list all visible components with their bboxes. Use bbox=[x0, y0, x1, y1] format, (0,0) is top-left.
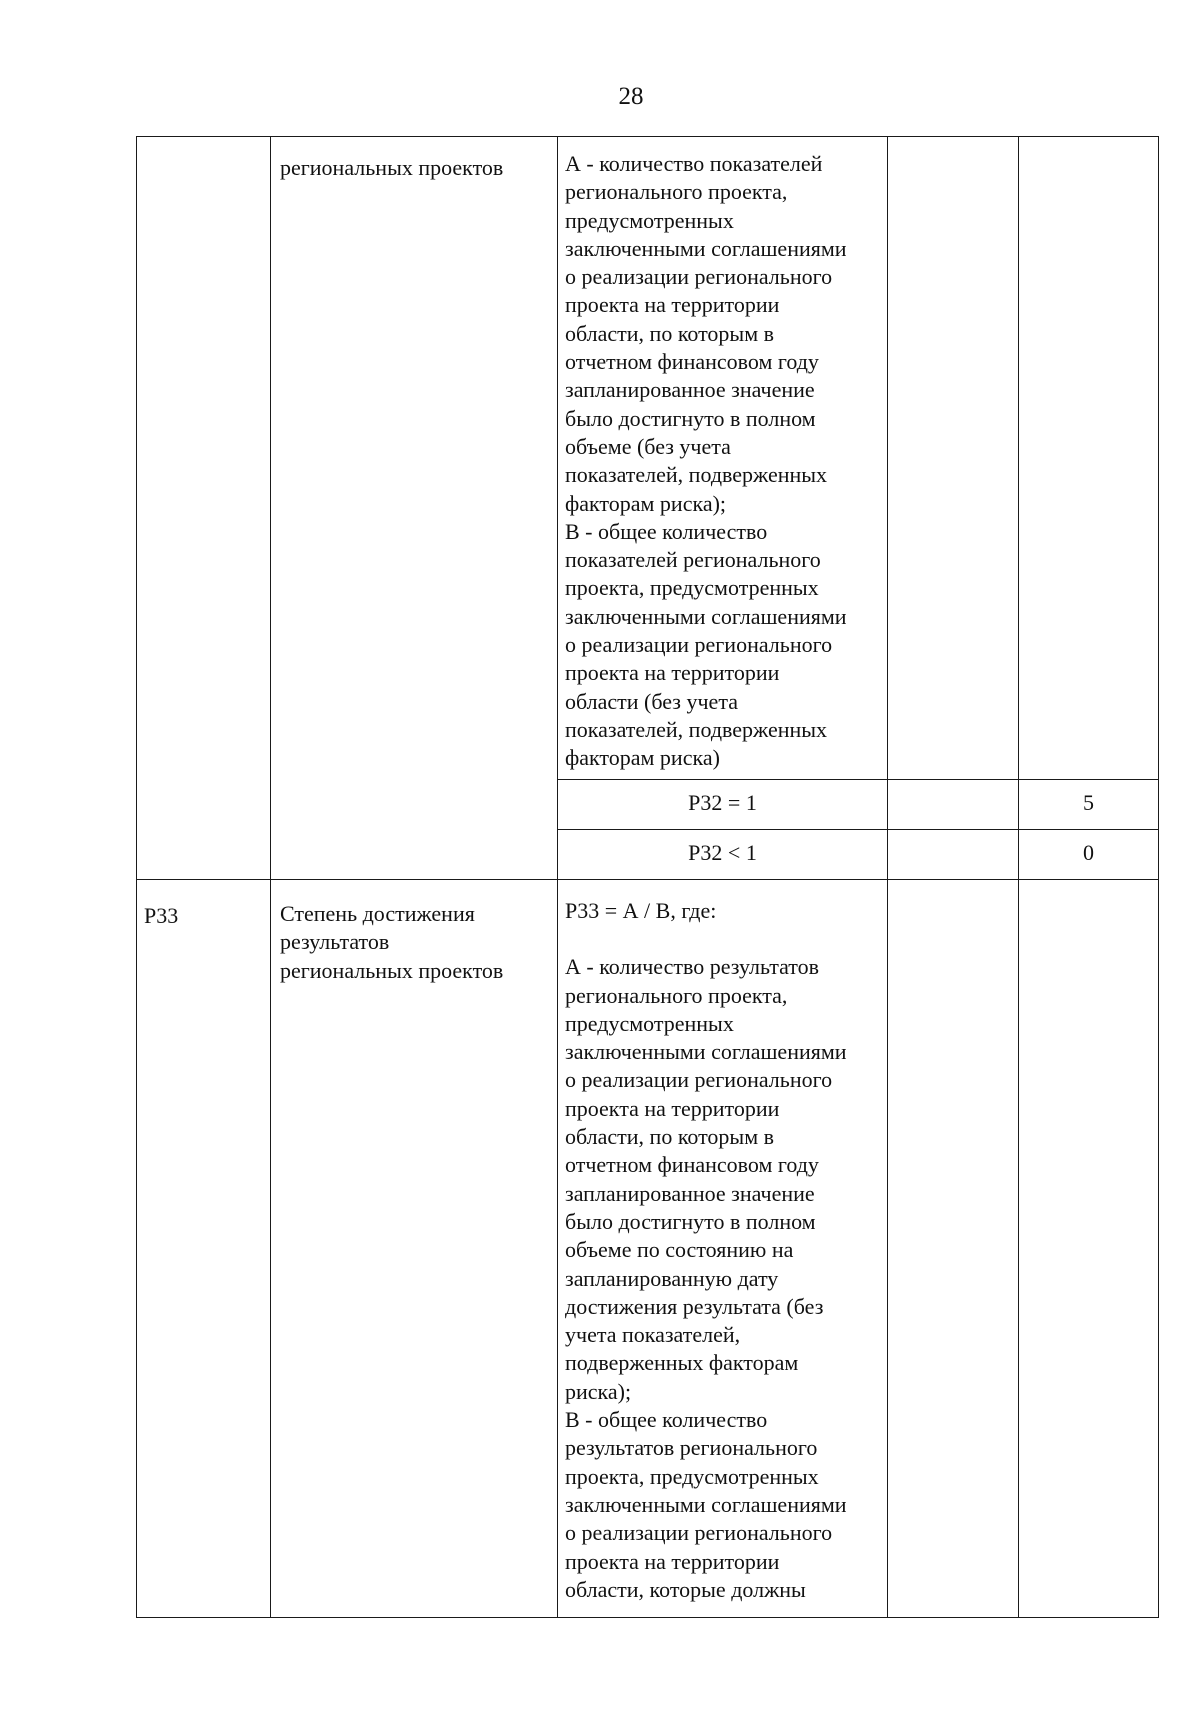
empty-cell bbox=[1019, 137, 1159, 780]
description-line: о реализации регионального bbox=[565, 1520, 833, 1546]
description-line: проекта на территории bbox=[565, 1548, 780, 1574]
score-cell: 0 bbox=[1019, 830, 1159, 880]
description-line: области, по которым в bbox=[565, 1124, 775, 1150]
code-cell-r33: Р33 bbox=[137, 880, 271, 1618]
code-cell-r32 bbox=[137, 137, 271, 880]
description-line: запланированное значение bbox=[565, 377, 815, 403]
description-line: факторам риска) bbox=[565, 745, 720, 771]
criteria-table bbox=[136, 136, 1159, 1618]
description-line: В - общее количество bbox=[565, 1407, 768, 1433]
description-line: В - общее количество bbox=[565, 518, 768, 544]
description-line: было достигнуто в полном bbox=[565, 1208, 816, 1234]
description-line: объеме по состоянию на bbox=[565, 1237, 794, 1263]
description-line: достижения результата (без bbox=[565, 1293, 824, 1319]
description-line: А - количество результатов bbox=[565, 954, 819, 980]
table-row-r33 bbox=[137, 880, 1159, 1618]
indicator-name-cell-r33 bbox=[271, 880, 558, 1618]
description-line: А - количество показателей bbox=[565, 151, 823, 176]
description-line: о реализации регионального bbox=[565, 264, 833, 290]
description-line: о реализации регионального bbox=[565, 632, 833, 658]
formula-cell-r32 bbox=[558, 137, 888, 780]
condition-cell: Р32 = 1 bbox=[558, 780, 888, 830]
description-line: заключенными соглашениями bbox=[565, 1491, 847, 1517]
empty-cell bbox=[888, 880, 1019, 1618]
description-line: заключенными соглашениями bbox=[565, 603, 847, 629]
formula-cell-r33 bbox=[558, 880, 888, 1618]
empty-cell bbox=[888, 137, 1019, 780]
description-line: объеме (без учета bbox=[565, 433, 731, 459]
description-line: предусмотренных bbox=[565, 1010, 734, 1036]
description-line: отчетном финансовом году bbox=[565, 1152, 819, 1178]
description-line: проекта на территории bbox=[565, 1095, 780, 1121]
description-line: регионального проекта, bbox=[565, 179, 788, 205]
description-line: заключенными соглашениями bbox=[565, 235, 847, 261]
description-line: области, по которым в bbox=[565, 320, 775, 346]
description-line: подверженных факторам bbox=[565, 1350, 799, 1376]
description-line: результатов регионального bbox=[565, 1435, 818, 1461]
score-cell: 5 bbox=[1019, 780, 1159, 830]
description-line: проекта, предусмотренных bbox=[565, 575, 819, 601]
description-line: запланированную дату bbox=[565, 1265, 779, 1291]
description-line: о реализации регионального bbox=[565, 1067, 833, 1093]
description-line: проекта на территории bbox=[565, 292, 780, 318]
description-line: проекта на территории bbox=[565, 660, 780, 686]
description-line: факторам риска); bbox=[565, 490, 727, 516]
description-line: области (без учета bbox=[565, 688, 738, 714]
indicator-name-line: региональных проектов bbox=[280, 957, 504, 983]
blank-line bbox=[565, 925, 883, 953]
description-line: заключенными соглашениями bbox=[565, 1039, 847, 1065]
description-line: показателей регионального bbox=[565, 547, 821, 573]
indicator-name-line: Степень достижения bbox=[280, 901, 475, 926]
empty-cell bbox=[888, 830, 1019, 880]
condition-cell: Р32 < 1 bbox=[558, 830, 888, 880]
empty-cell bbox=[1019, 880, 1159, 1618]
indicator-name-cell-r32 bbox=[271, 137, 558, 880]
description-line: учета показателей, bbox=[565, 1322, 741, 1348]
description-line: риска); bbox=[565, 1378, 632, 1404]
description-line: было достигнуто в полном bbox=[565, 405, 816, 431]
description-line: регионального проекта, bbox=[565, 982, 788, 1008]
page-number: 28 bbox=[618, 83, 644, 110]
description-line: проекта, предусмотренных bbox=[565, 1463, 819, 1489]
description-line: показателей, подверженных bbox=[565, 716, 828, 742]
formula-r33: Р33 = А / В, где: bbox=[565, 898, 717, 923]
description-line: запланированное значение bbox=[565, 1180, 815, 1206]
indicator-name-line: результатов bbox=[280, 929, 390, 955]
description-line: отчетном финансовом году bbox=[565, 349, 819, 375]
empty-cell bbox=[888, 780, 1019, 830]
formula-description-r33 bbox=[565, 953, 883, 1604]
table-row-r32-description bbox=[137, 137, 1159, 780]
formula-description-r32 bbox=[565, 150, 883, 773]
description-line: показателей, подверженных bbox=[565, 462, 828, 488]
description-line: предусмотренных bbox=[565, 207, 734, 233]
description-line: области, которые должны bbox=[565, 1576, 806, 1602]
indicator-name-line: региональных проектов bbox=[280, 155, 504, 180]
